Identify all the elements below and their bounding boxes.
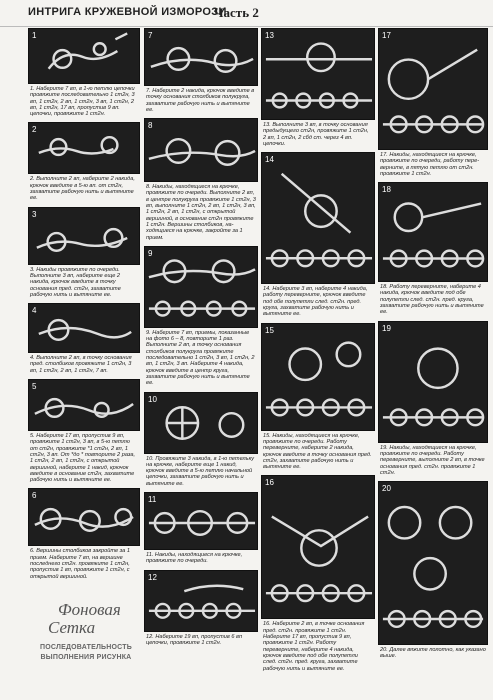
step-photo (144, 246, 258, 328)
step-caption: 13. Выполните 3 вп, в точку основания предыдущего ст2н, провяжите 1 ст2н, 2 вп, 1 ст2н, 2 сбд ст. через 4 вп. цепочки. (263, 122, 369, 147)
crochet-photo (29, 489, 139, 545)
logo-word-1: Фоновая (58, 600, 121, 619)
step-caption: 5. Наберите 17 вп, пропустив 9 вп, провяжите 1 ст2н, 3 вп, в 5-ю петлю от ст2н, провяжите *1 ст2н, 2 вп, 1 ст2н, 3 вп. От *до * повторите 2 раза, 1 ст2н, 2 вп, 1 ст2н, с открытой вершиной, наберите 1 накид, крючок введите в основание ст2н, захватите рабочую нить и вытяните ее. (30, 433, 136, 484)
crochet-photo (145, 29, 257, 85)
step-13 (261, 28, 375, 150)
step-caption: 1. Наберите 7 вп, в 1-ю петлю цепочки провяжите последовательно 1 ст2н, 3 вп, 1 ст2н, 2 вп, 1 ст2н, 3 вп, 1 ст2н, 2 вп, 1 ст2н, 17 вп, пропустив 9 вп. цепочки, провяжите 1 ст2н. (30, 86, 135, 118)
step-caption: 8. Накиды, находящиеся на крючке, провяжите по очереди. Выполните 2 вп, в центре полукруга провяжите 1 ст2н, 3 вп, выполните 1 ст2н, 2 вп, 1 ст2н, 3 вп, 1 ст2н, 2 вп, 1 ст2н, с открытой вершиной, в основание ст2н провяжите 1 ст2н. Вершины столбиков, находящиеся на крючке, закройте за 1 прием. (146, 184, 256, 241)
step-number: 7 (148, 31, 153, 40)
step-number: 12 (148, 572, 157, 582)
logo-subtitle-2: ВЫПОЛНЕНИЯ РИСУНКА (40, 654, 132, 661)
step-number: 16 (265, 478, 274, 488)
step-caption: 4. Выполните 2 вп, в точку основания пред. столбиков провяжите 1 ст2н, 3 вп, 1 ст2н, 2 вп, 1 ст2н, 7 вп. (30, 355, 132, 374)
step-15 (261, 323, 375, 474)
step-caption: 9. Наберите 7 вп, приемы, показанные на фото 6 – 8, повторите 1 раз. Выполните 2 вп, в точку основания столбиков полукруга провяжите последовательно 1 ст2н, 3 вп, 1 ст2н, 2 вп, 1 ст2н, 3 вп. Наберите 4 накида, крючок введите в центр круга, захватите рабочую нить и вытяните ее. (146, 329, 255, 387)
step-caption: 11. Накиды, находящиеся на крючке, провяжите по очереди. (146, 552, 243, 565)
step-photo (144, 392, 258, 454)
step-18 (378, 182, 488, 318)
step-photo (28, 303, 140, 353)
step-caption: 6. Вершины столбиков закройте за 1 прием. Наберите 7 вп, на вершине последнего ст2н. провяжите 1 ст2н, пропустив 1 вп, провяжите 1 ст2н, с открытой вершиной. (30, 548, 130, 580)
step-caption: 2. Выполните 2 вп, наберите 2 накида, крючок введите в 5-ю вп. от ст2н, захватите рабочую нить и вытяните ее. (30, 176, 135, 202)
step-photo (28, 122, 140, 174)
step-number: 20 (382, 484, 391, 494)
step-photo (144, 570, 258, 632)
step-8 (144, 118, 258, 244)
step-7 (144, 28, 258, 116)
step-caption: 7. Наберите 2 накида, крючок введите в точку основания столбиков полукруга, захватите рабочую нить и вытяните ее. (146, 88, 255, 113)
crochet-photo (145, 119, 257, 181)
crochet-photo (29, 29, 139, 83)
crochet-photo (262, 153, 374, 283)
background-mesh-logo (30, 600, 142, 698)
step-photo (144, 492, 258, 550)
step-caption: 16. Наберите 2 вп, в точке основания пред. ст2н. провяжите 1 ст2н. Наберите 17 вп, пропустив 9 вп, провяжите 1 ст2н. Работу переверните, наберите 4 накида, крючок введите под обе полупетли след. ст2н. пред. круга, захватите рабочую нить и вытяните ее. (263, 621, 365, 672)
step-19 (378, 321, 488, 479)
step-photo (378, 481, 488, 645)
column-1 (28, 28, 140, 585)
crochet-photo (145, 571, 257, 631)
step-number: 5 (32, 382, 37, 392)
step-2 (28, 122, 140, 204)
crochet-photo (379, 29, 487, 149)
crochet-photo (29, 304, 139, 352)
step-16 (261, 475, 375, 674)
step-caption: 19. Накиды, находящиеся на крючке, провяжите по очереди. Работу переверните, выполните 2 вп, в точке основания пред. ст2н. провяжите 1 ст2н. (380, 444, 485, 476)
crochet-photo (262, 29, 374, 119)
step-caption: 17. Накиды, находящиеся на крючке, провяжите по очереди, работу переверните, в пятую петлю от ст2н. провяжите 1 ст2н. (380, 152, 480, 177)
column-3 (261, 28, 375, 677)
step-photo (144, 28, 258, 86)
crochet-photo (145, 493, 257, 549)
logo-subtitle-1: ПОСЛЕДОВАТЕЛЬНОСТЬ (40, 644, 132, 651)
crochet-photo (145, 393, 257, 453)
page-header (0, 0, 493, 27)
step-caption: 15. Накиды, находящиеся на крючке, провяжите по очереди. Работу переверните, наберите 2 накида, крючок введите в точку основания пред. ст2н, захватите рабочую нить и вытяните ее. (263, 432, 372, 471)
step-number: 17 (382, 31, 391, 40)
step-photo (378, 321, 488, 443)
step-1 (28, 28, 140, 120)
step-number: 8 (148, 121, 153, 131)
step-20 (378, 481, 488, 663)
crochet-photo (379, 183, 487, 281)
part-label: Часть 2 (214, 5, 259, 20)
step-14 (261, 152, 375, 320)
step-photo (28, 28, 140, 84)
column-2 (144, 28, 258, 651)
crochet-photo (262, 476, 374, 618)
step-number: 13 (265, 31, 274, 40)
step-number: 15 (265, 325, 274, 335)
step-photo (28, 488, 140, 546)
step-number: 18 (382, 185, 391, 195)
step-number: 10 (148, 394, 157, 404)
step-photo (261, 475, 375, 619)
step-3 (28, 207, 140, 301)
step-number: 6 (32, 491, 37, 501)
step-photo (378, 28, 488, 150)
step-number: 4 (32, 306, 37, 316)
crochet-photo (29, 380, 139, 430)
step-number: 19 (382, 323, 391, 333)
step-photo (261, 323, 375, 431)
crochet-photo (379, 322, 487, 442)
step-photo (28, 379, 140, 431)
step-number: 1 (32, 31, 37, 40)
step-number: 3 (32, 209, 37, 219)
logo-word-2: Сетка (48, 618, 96, 637)
step-photo (378, 182, 488, 282)
page-title: ИНТРИГА КРУЖЕВНОЙ ИЗМОРОЗИ (28, 6, 227, 18)
step-10 (144, 392, 258, 490)
crochet-photo (145, 247, 257, 327)
step-number: 2 (32, 125, 37, 135)
step-11 (144, 492, 258, 568)
step-caption: 10. Провяжите 3 накида, в 1-ю петельку на крючке, наберите еще 1 накид, крючок введите в 5-ю петлю начальной цепочки, захватите рабочую нить и вытяните ее. (146, 455, 255, 487)
crochet-photo (29, 208, 139, 264)
step-photo (28, 207, 140, 265)
step-9 (144, 246, 258, 390)
step-photo (261, 152, 375, 284)
step-photo (144, 118, 258, 182)
step-4 (28, 303, 140, 377)
step-caption: 3. Накиды провяжите по очереди. Выполните 3 вп, наберите еще 2 накида, крючок введите в точку основания пред. ст2н, захватите рабочую нить и вытяните ее. (30, 266, 121, 298)
step-17 (378, 28, 488, 180)
step-photo (261, 28, 375, 120)
step-6 (28, 488, 140, 582)
step-12 (144, 570, 258, 650)
step-caption: 18. Работу переверните, наберите 4 накида, крючок введите под обе полупетли след. ст2н. пред. круга, захватите рабочую нить и вытяните ее. (380, 284, 484, 316)
step-5 (28, 379, 140, 486)
step-caption: 20. Далее вяжите полотно, как указано выше. (380, 647, 486, 660)
step-number: 14 (265, 155, 274, 165)
step-number: 9 (148, 248, 153, 258)
crochet-photo (29, 123, 139, 173)
step-number: 11 (148, 495, 157, 505)
step-caption: 14. Наберите 3 вп, наберите 4 накида, работу переверните, крючок введите под обе полупетли след. ст2н. пред. круга, захватите рабочую нить и вытяните ее. (263, 286, 368, 318)
step-caption: 12. Наберите 19 вп, пропустив 6 вп цепочки, провяжите 1 ст2н. (146, 633, 243, 646)
crochet-photo (379, 482, 487, 644)
crochet-photo (262, 324, 374, 430)
column-4 (378, 28, 488, 665)
